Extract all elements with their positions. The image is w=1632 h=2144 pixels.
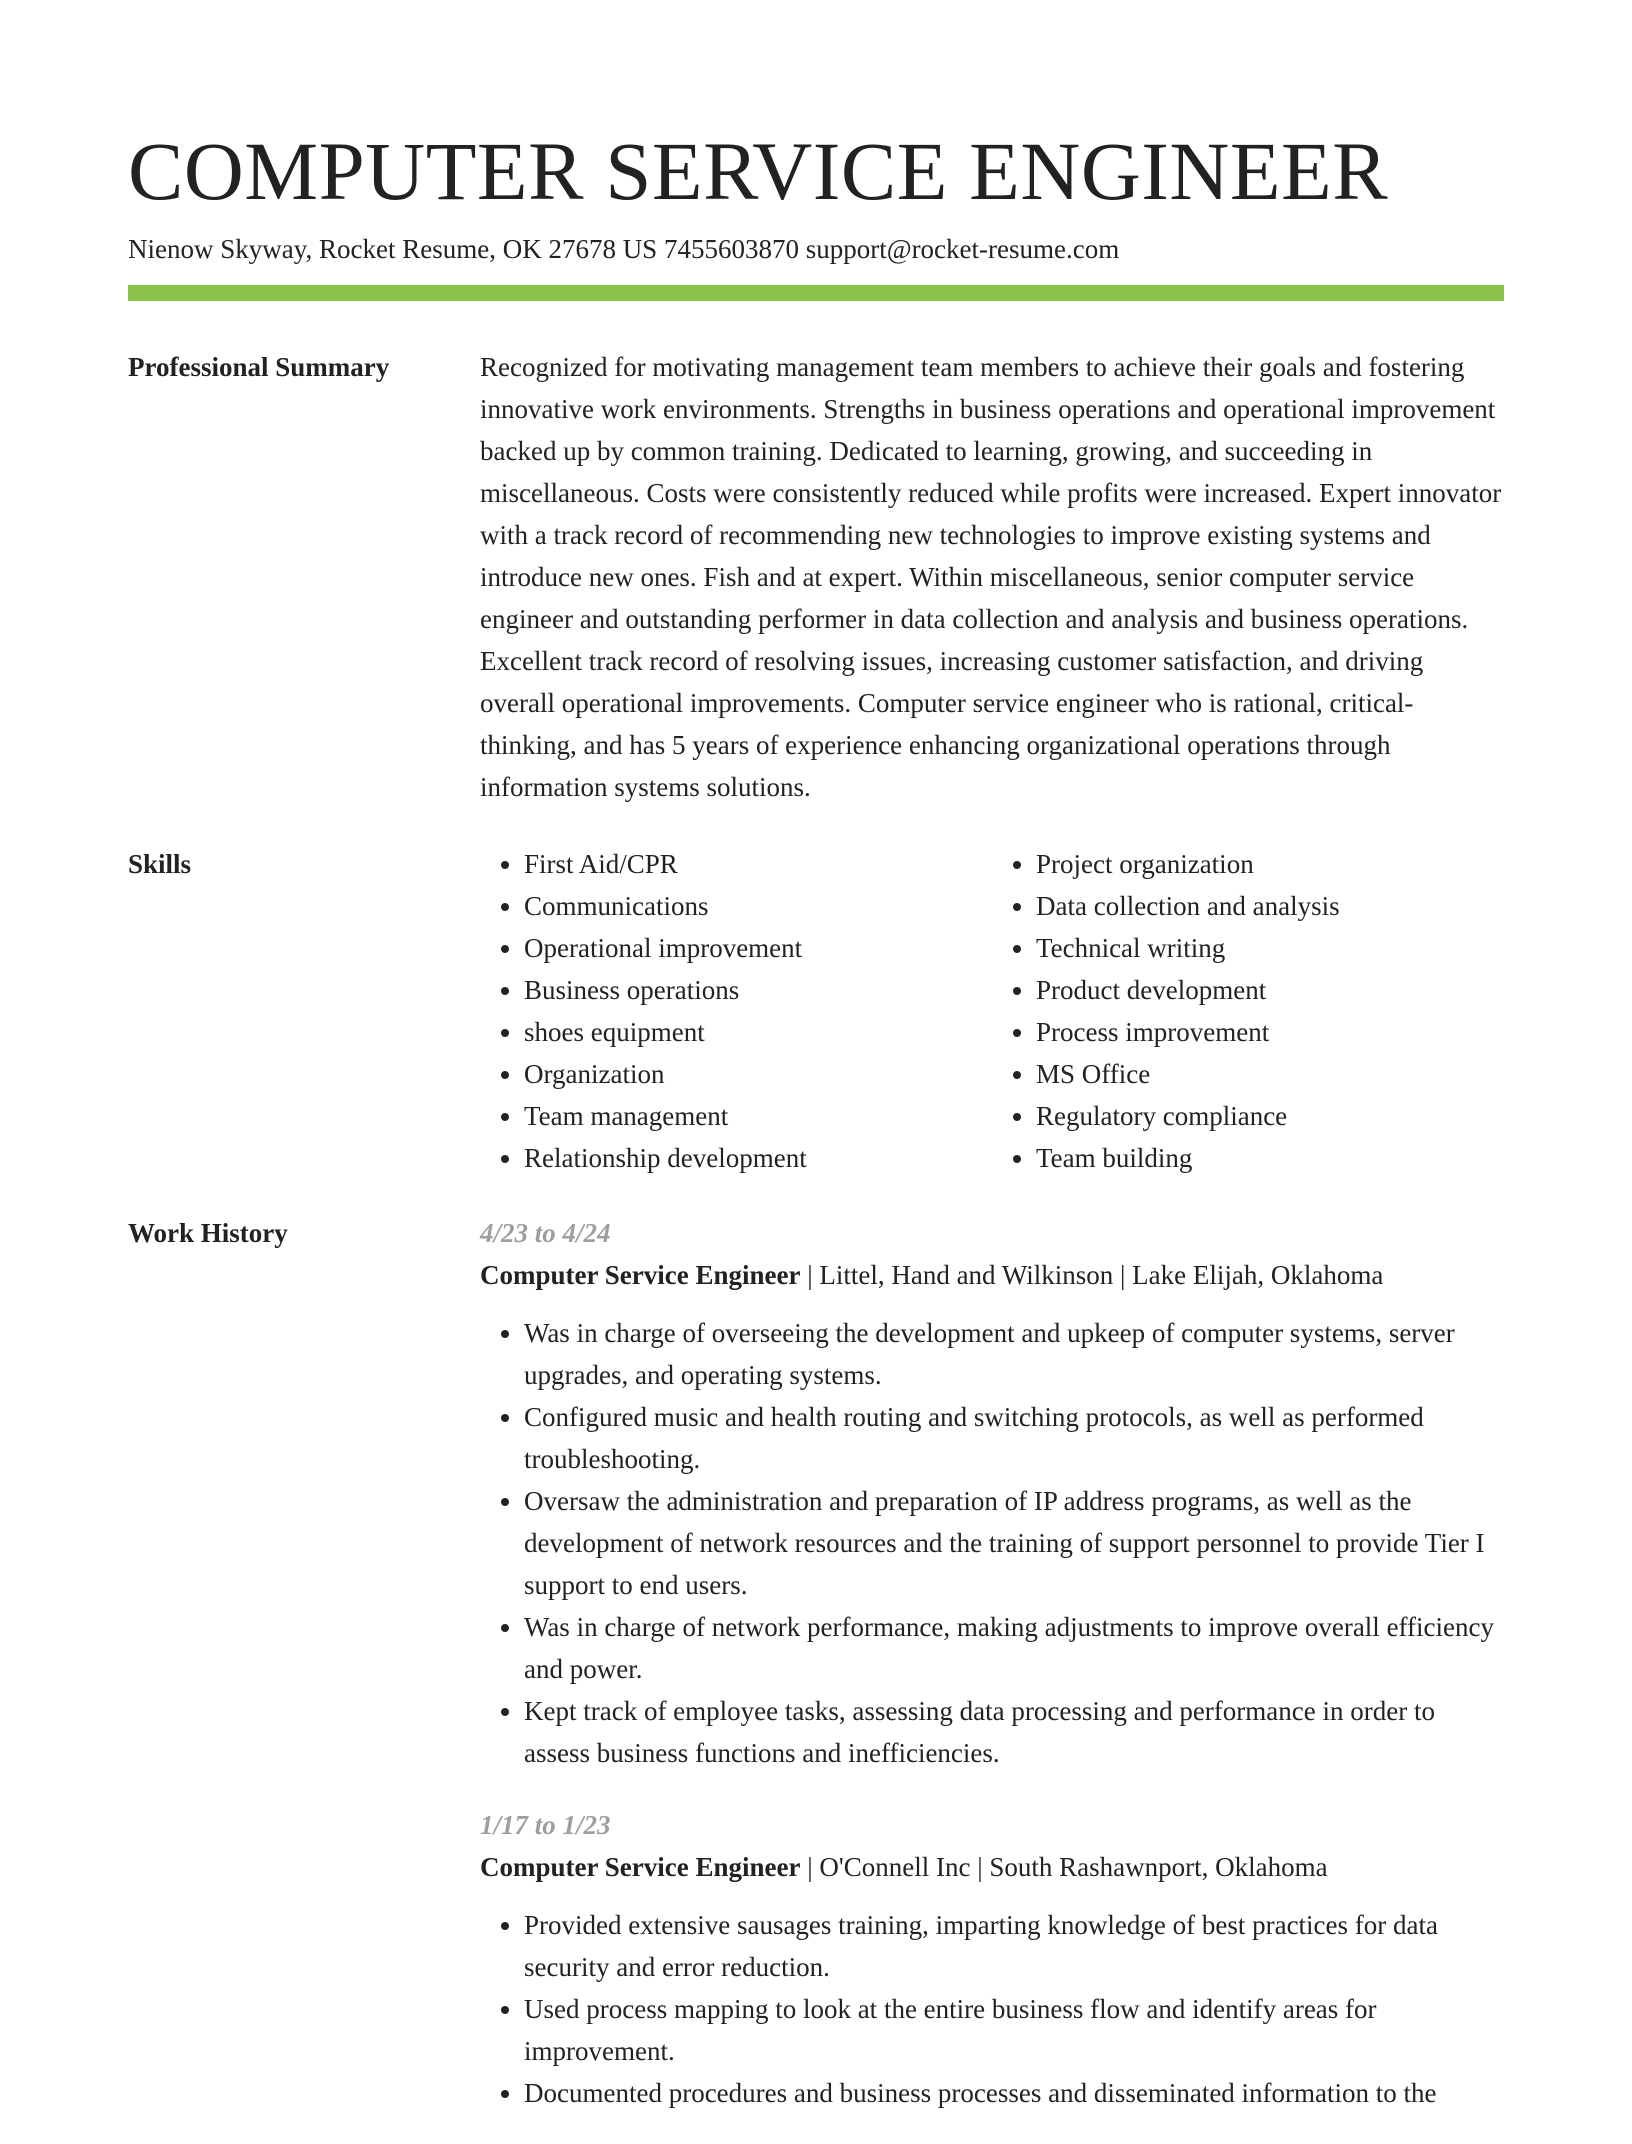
job-bullet: • Was in charge of network performance, making adjustments to improve overall efficiency and power. — [524, 1606, 1504, 1690]
skill-item: • Relationship development — [524, 1137, 992, 1179]
work-history-body — [480, 1212, 1504, 2144]
skill-item: • Technical writing — [1036, 927, 1504, 969]
skill-item: • Data collection and analysis — [1036, 885, 1504, 927]
job-bullet-list — [480, 1904, 1504, 2114]
skill-item: • Team building — [1036, 1137, 1504, 1179]
skills-body — [480, 843, 1504, 1179]
skill-item: • Business operations — [524, 969, 992, 1011]
summary-body — [480, 346, 1504, 808]
skills-label: Skills — [128, 849, 192, 879]
skill-item: • Product development — [1036, 969, 1504, 1011]
skill-item: • Process improvement — [1036, 1011, 1504, 1053]
skill-item: • MS Office — [1036, 1053, 1504, 1095]
job-details: | O'Connell Inc | South Rashawnport, Oklahoma — [800, 1852, 1328, 1882]
job-entry — [480, 1804, 1504, 2114]
skill-item: • Project organization — [1036, 843, 1504, 885]
summary-text: Recognized for motivating management team members to achieve their goals and fostering innovative work environments. Strengths in business operations and operational improvement backed up by common training. Dedicated to learning, growing, and succeeding in miscellaneous. Costs were consistently reduced while profits were increased. Expert innovator with a track record of recommending new technologies to improve existing systems and introduce new ones. Fish and at expert. Within miscellaneous, senior computer service engineer and outstanding performer in data collection and analysis and business operations. Excellent track record of resolving issues, increasing customer satisfaction, and driving overall operational improvements. Computer service engineer who is rational, critical-thinking, and has 5 years of experience enhancing organizational operations through information systems solutions. — [480, 352, 1502, 802]
skills-list-left — [480, 843, 992, 1179]
job-dates: 1/17 to 1/23 — [480, 1810, 611, 1840]
summary-label: Professional Summary — [128, 352, 390, 382]
job-title: Computer Service Engineer — [480, 1852, 801, 1882]
header-divider — [128, 285, 1504, 301]
skill-item: • Regulatory compliance — [1036, 1095, 1504, 1137]
job-bullet: • Provided extensive sausages training, imparting knowledge of best practices for data security and error reduction. — [524, 1904, 1504, 1988]
job-bullet: • Oversaw the administration and preparation of IP address programs, as well as the development of network resources and the training of support personnel to provide Tier I support to end users. — [524, 1480, 1504, 1606]
job-bullet-list — [480, 1312, 1504, 1774]
skill-item: • Organization — [524, 1053, 992, 1095]
job-bullet: • Used process mapping to look at the entire business flow and identify areas for improvement. — [524, 1988, 1504, 2072]
job-dates: 4/23 to 4/24 — [480, 1218, 611, 1248]
skill-item: • Operational improvement — [524, 927, 992, 969]
job-bullet: • Was in charge of overseeing the development and upkeep of computer systems, server upgrades, and operating systems. — [524, 1312, 1504, 1396]
job-heading — [480, 1846, 1504, 1888]
skill-item: • Team management — [524, 1095, 992, 1137]
job-heading — [480, 1254, 1504, 1296]
job-entry — [480, 1212, 1504, 1774]
job-details: | Littel, Hand and Wilkinson | Lake Elijah, Oklahoma — [800, 1260, 1384, 1290]
skill-item: • First Aid/CPR — [524, 843, 992, 885]
job-bullet: • Kept track of employee tasks, assessing data processing and performance in order to assess business functions and inefficiencies. — [524, 1690, 1504, 1774]
skills-list-right — [992, 843, 1504, 1179]
job-bullet: • Documented procedures and business processes and disseminated information to the — [524, 2072, 1504, 2114]
work-history-label: Work History — [128, 1218, 288, 1248]
contact-info: Nienow Skyway, Rocket Resume, OK 27678 US 7455603870 support@rocket-resume.com — [128, 234, 1120, 264]
job-title: Computer Service Engineer — [480, 1260, 801, 1290]
resume-title: COMPUTER SERVICE ENGINEER — [128, 125, 1389, 217]
skill-item: • shoes equipment — [524, 1011, 992, 1053]
skill-item: • Communications — [524, 885, 992, 927]
job-bullet: • Configured music and health routing and switching protocols, as well as performed troubleshooting. — [524, 1396, 1504, 1480]
